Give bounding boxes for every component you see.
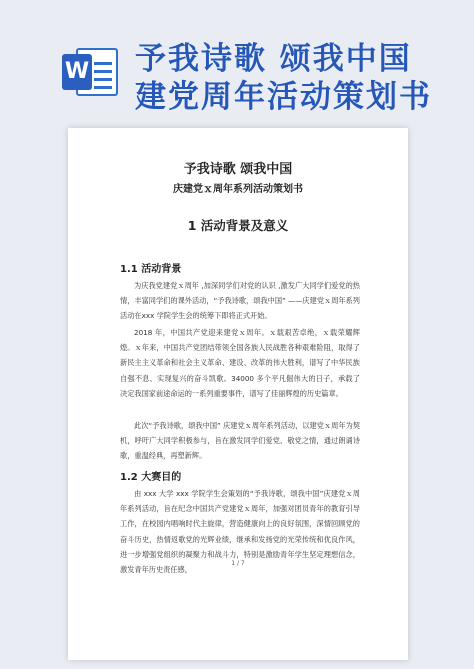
page-number: 1 / 7 — [231, 560, 245, 567]
banner — [0, 0, 474, 120]
banner-title-line2: 建党周年活动策划书 — [135, 79, 432, 115]
document-title: 予我诗歌 颂我中国 — [183, 162, 293, 177]
word-letter-badge: W — [62, 54, 92, 90]
document-subtitle: 庆建党ｘ周年系列活动策划书 — [173, 184, 303, 195]
subsection-heading-background: 1.1 活动背景 — [120, 264, 182, 275]
banner-title-line1: 予我诗歌 颂我中国 — [135, 41, 412, 77]
subsection-heading-goal: 1.2 大赛目的 — [120, 472, 182, 483]
paragraph-purpose: 此次“予我诗歌，颂我中国” 庆建党ｘ周年系列活动，以建党ｘ周年为契机，呼吁广大同学积极参与，旨在激发同学们爱党、敬党之情，通过朗诵诗歌，重温经典，再塑新辉。 — [120, 421, 360, 461]
paragraph-goal: 由 xxx 大学 xxx 学院学生会策划的“予我诗歌，颂我中国”庆建党ｘ周年系列活动，旨在纪念中国共产党建党ｘ周年，加强对团员青年的教育引导工作，在校园内唱响时代主旋律，营造健康向上的良好氛围，深情回顾党的奋斗历史，热情返歌党的光辉业绩，继承和发扬党的光荣传统和优良作风，进一步增强党组织的凝聚力和战斗力，特别是激励青年学生坚定理想信念，激发青年历史责任感， — [120, 489, 360, 575]
document-page — [68, 128, 408, 660]
word-document-icon — [62, 48, 118, 96]
paragraph-history: 2018 年，中国共产党迎来建党ｘ周年。ｘ载艰苦卓绝，ｘ载荣耀辉煌。ｘ年来，中国共产党团结带领全国各族人民战胜各种艰难险阻，取得了新民主主义革命和社会主义革命、建设、改革的伟大胜利，谱写了中华民族自强不息、实现复兴的奋斗凯歌。34000 多个平凡倔伟大的日子，承载了决定我国家前途命运的一系列重要事件，谱写了佳丽辉煌的历史篇章。 — [120, 328, 360, 398]
section-heading: 1 活动背景及意义 — [187, 218, 289, 233]
paragraph-intro: 为庆我党建党ｘ周年 ,加深同学们对党的认识 ,激发广大同学们爱党的热情，丰富同学们的课外活动，“予我诗歌，颂我中国” ——庆建党ｘ周年系列活动在xxx 学院学生会的统筹下即将正式开始。 — [120, 281, 360, 321]
